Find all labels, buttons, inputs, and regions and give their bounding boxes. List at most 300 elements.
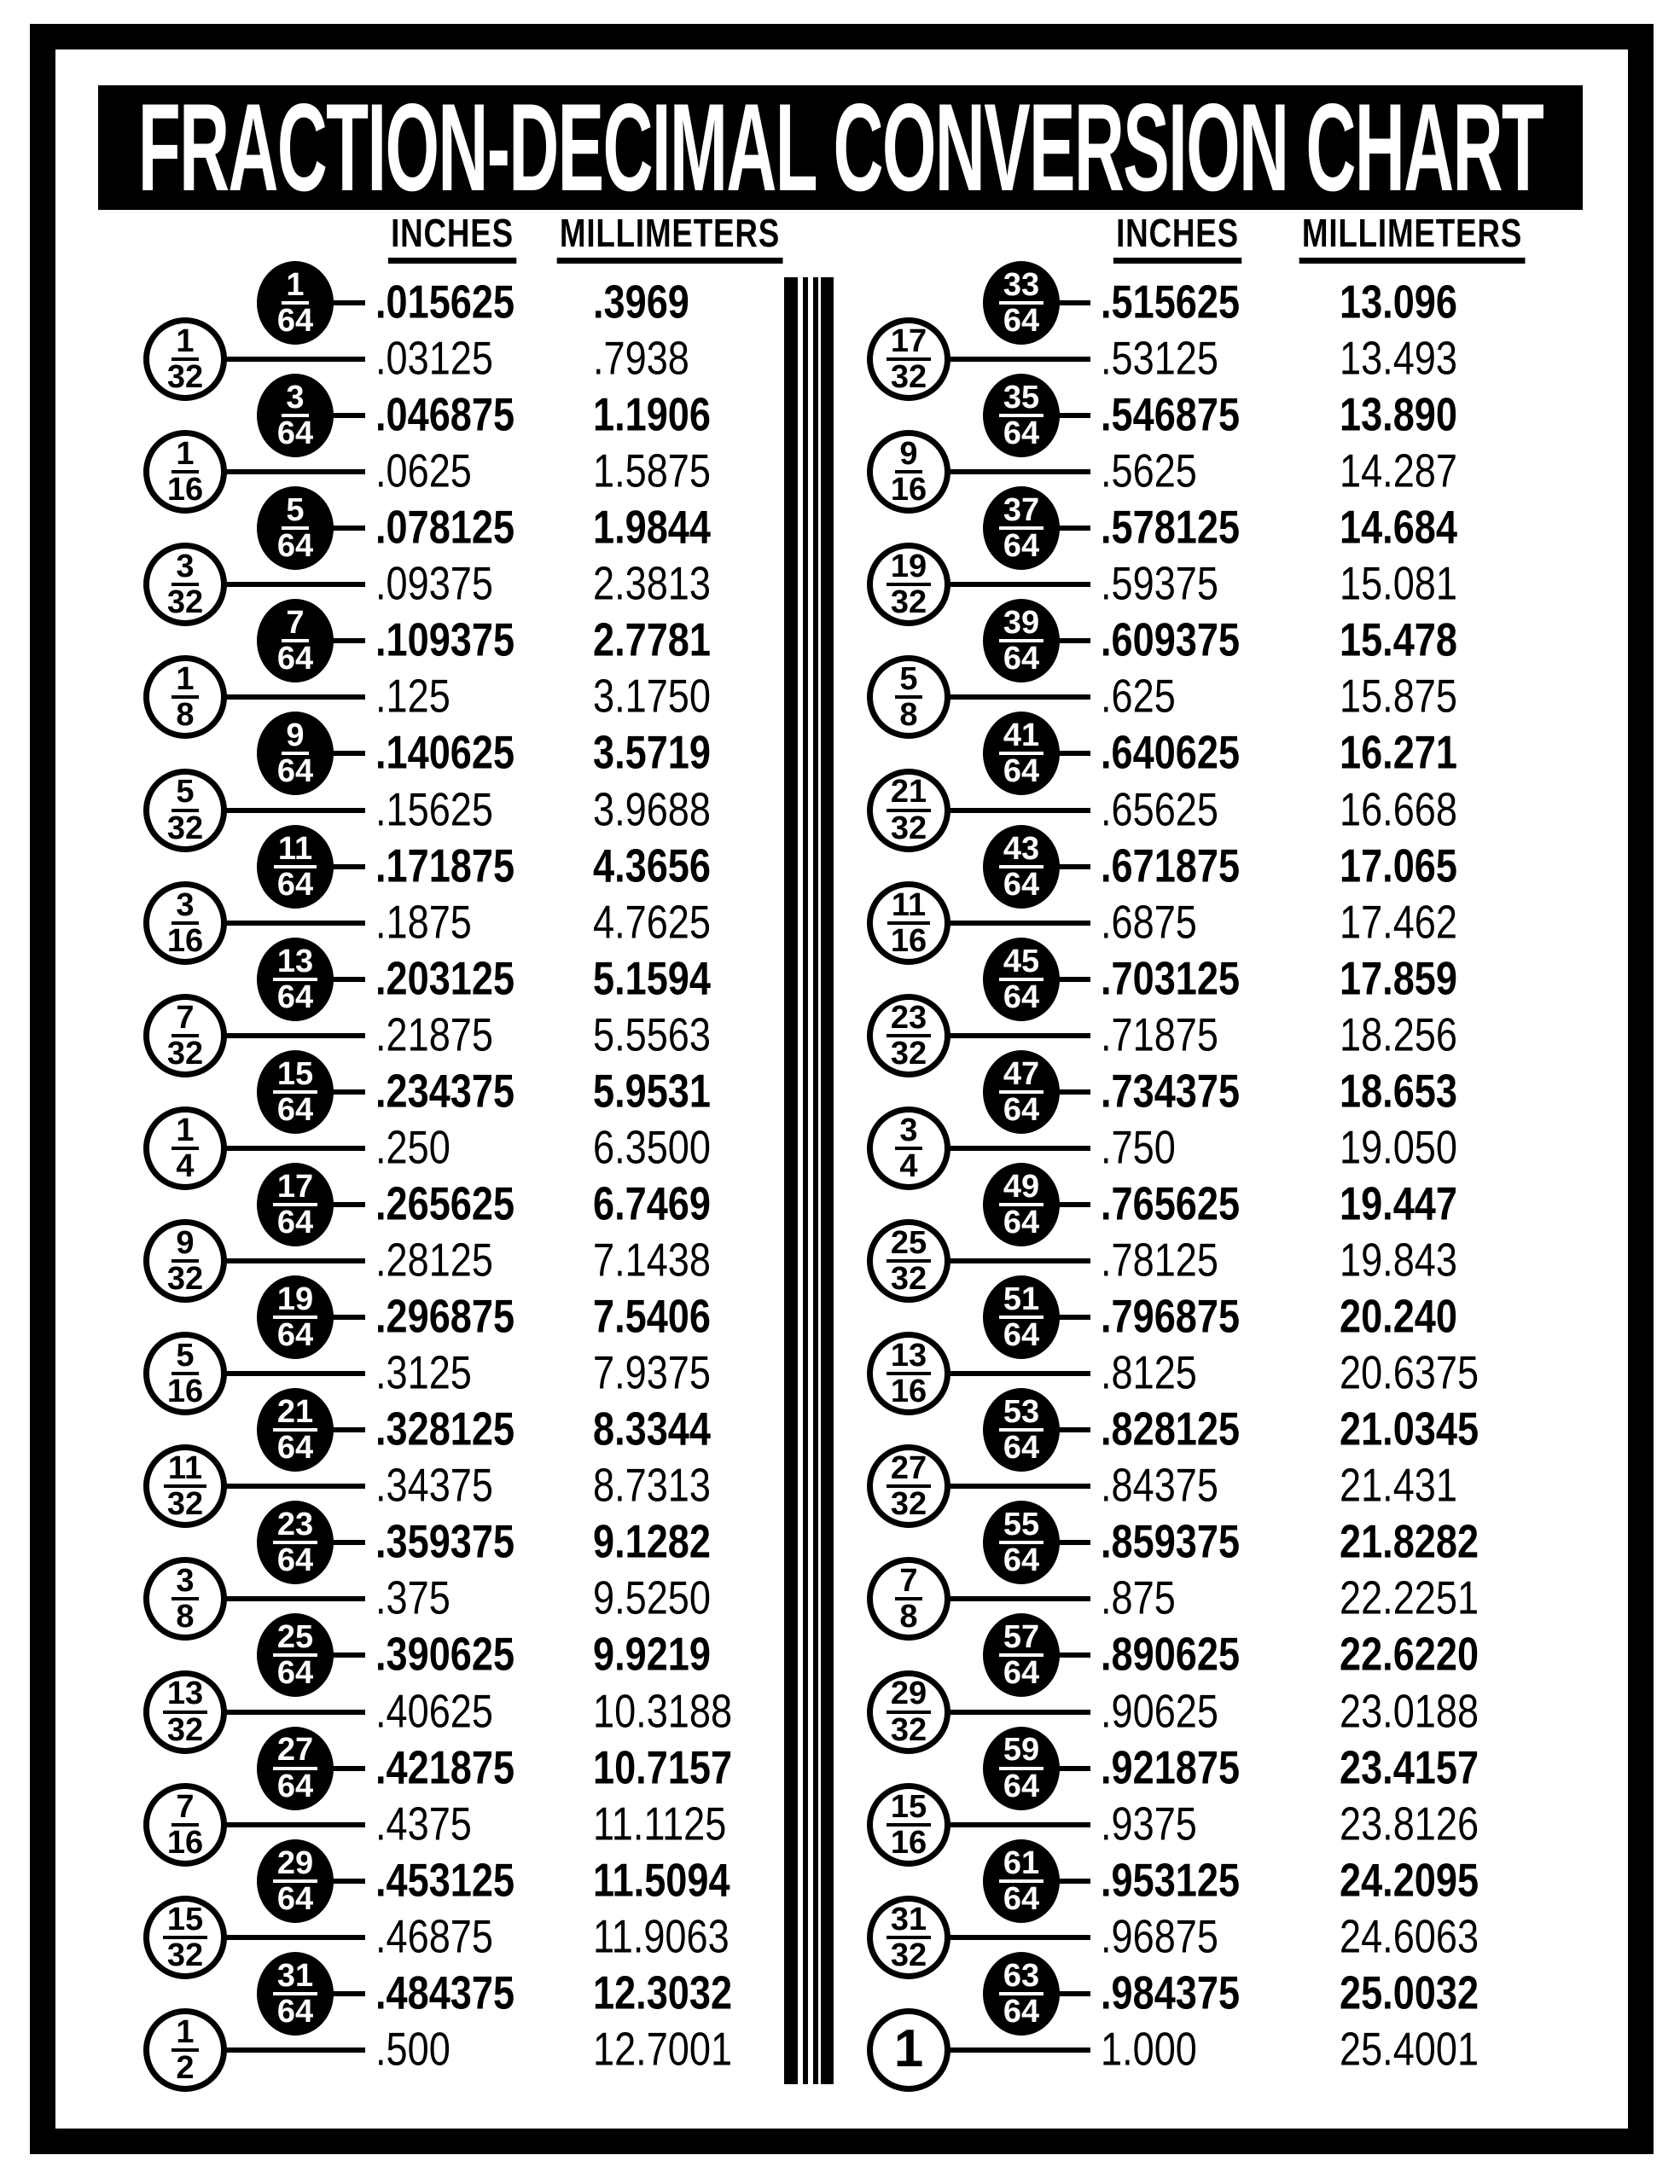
millimeters-value: 9.1282	[593, 1514, 711, 1568]
inches-value: .09375	[375, 556, 493, 610]
fraction-numerator: 1	[171, 664, 198, 699]
fraction-numerator: 17	[273, 1171, 317, 1206]
millimeters-value: 3.9688	[593, 781, 711, 835]
fraction-circle	[867, 1219, 950, 1303]
millimeters-value: 7.1438	[593, 1233, 711, 1287]
connector-line	[225, 469, 365, 474]
fraction-denominator: 64	[276, 866, 314, 903]
inches-value: .84375	[1101, 1458, 1218, 1512]
fraction-denominator: 64	[276, 528, 314, 565]
connector-line	[332, 751, 365, 756]
fraction-denominator: 32	[890, 1261, 927, 1298]
fraction-circle	[867, 655, 950, 739]
fraction-denominator: 64	[1003, 753, 1040, 790]
fraction-numerator: 11	[164, 1453, 206, 1488]
fraction-denominator: 2	[176, 2049, 195, 2086]
inches-value: .296875	[375, 1289, 515, 1343]
fraction-circle	[867, 317, 950, 401]
inches-value: .484375	[375, 1966, 515, 2019]
fraction-numerator: 1	[171, 326, 198, 361]
inches-value: .203125	[375, 951, 515, 1005]
millimeters-value: 19.050	[1340, 1120, 1457, 1174]
divider-bar-inner-right	[813, 277, 818, 2084]
millimeters-value: .3969	[593, 275, 689, 328]
inches-value: .78125	[1101, 1233, 1218, 1287]
connector-line	[1058, 638, 1090, 643]
fraction-circle	[143, 655, 227, 739]
fraction-circle	[257, 825, 334, 909]
fraction-numerator: 9	[895, 439, 921, 473]
fraction-denominator: 64	[276, 1317, 314, 1354]
page-title: FRACTION-DECIMAL CONVERSION CHART	[137, 78, 1543, 217]
fraction-numerator: 1	[171, 2017, 198, 2052]
millimeters-value: 12.7001	[593, 2022, 733, 2076]
fraction-denominator: 16	[166, 472, 204, 508]
fraction-circle	[143, 543, 227, 626]
connector-line	[332, 864, 365, 869]
connector-line	[332, 526, 365, 531]
connector-line	[949, 1258, 1090, 1263]
fraction-numerator: 7	[171, 1792, 198, 1827]
fraction-numerator: 55	[999, 1509, 1043, 1544]
inches-value: .453125	[375, 1853, 515, 1907]
inches-value: .578125	[1101, 500, 1241, 554]
connector-line	[225, 582, 365, 587]
fraction-circle	[867, 881, 950, 965]
connector-line	[332, 413, 365, 418]
inches-value: .71875	[1101, 1008, 1218, 1061]
fraction-numerator: 47	[999, 1059, 1043, 1094]
connector-line	[332, 1540, 365, 1545]
fraction-numerator: 5	[171, 1340, 198, 1375]
fraction-denominator: 32	[890, 1035, 927, 1072]
inches-value: .3125	[375, 1345, 472, 1399]
fraction-denominator: 32	[166, 1486, 204, 1523]
fraction-numerator: 25	[273, 1622, 317, 1657]
fraction-circle	[983, 1050, 1060, 1134]
millimeters-value: 19.843	[1340, 1233, 1457, 1287]
fraction-circle	[983, 712, 1060, 795]
inches-value: .546875	[1101, 387, 1241, 441]
connector-line	[225, 1484, 365, 1489]
fraction-denominator: 16	[890, 922, 927, 959]
fraction-circle	[867, 1332, 950, 1415]
fraction-denominator: 16	[890, 1374, 927, 1410]
fraction-circle	[143, 1896, 227, 1979]
fraction-numerator: 49	[999, 1171, 1043, 1206]
fraction-circle	[983, 1839, 1060, 1923]
fraction-circle	[867, 1896, 950, 1979]
divider-bar-inner-left	[803, 277, 808, 2084]
connector-line	[332, 1089, 365, 1095]
connector-line	[225, 921, 365, 926]
connector-line	[949, 921, 1090, 926]
fraction-denominator: 64	[1003, 1430, 1040, 1467]
fraction-numerator: 5	[895, 664, 921, 699]
millimeters-value: 22.6220	[1340, 1627, 1479, 1681]
fraction-denominator: 32	[166, 1261, 204, 1298]
fraction-numerator: 9	[282, 720, 308, 755]
fraction-numerator: 11	[274, 834, 317, 868]
fraction-denominator: 64	[1003, 866, 1040, 903]
fraction-denominator: 32	[890, 359, 927, 396]
fraction-denominator: 64	[1003, 979, 1040, 1015]
fraction-numerator: 61	[999, 1848, 1043, 1883]
fraction-denominator: 64	[1003, 1880, 1040, 1917]
inches-value: .46875	[375, 1909, 493, 1963]
connector-line	[332, 638, 365, 643]
fraction-circle	[257, 261, 334, 345]
millimeters-value: 8.3344	[593, 1402, 711, 1455]
fraction-numerator: 23	[273, 1509, 317, 1544]
connector-line	[1058, 526, 1090, 531]
fraction-numerator: 17	[887, 326, 931, 361]
inches-value: .4375	[375, 1797, 472, 1850]
millimeters-value: 19.447	[1340, 1176, 1457, 1230]
connector-line	[949, 2048, 1090, 2053]
connector-line	[225, 1371, 365, 1376]
fraction-denominator: 64	[1003, 1993, 1040, 2030]
fraction-numerator: 31	[273, 1960, 317, 1995]
fraction-denominator: 32	[890, 1711, 927, 1748]
connector-line	[1058, 1202, 1090, 1207]
connector-line	[225, 694, 365, 700]
fraction-numerator: 7	[282, 607, 308, 642]
inches-value: .765625	[1101, 1176, 1241, 1230]
connector-line	[949, 1371, 1090, 1376]
fraction-circle	[867, 2008, 950, 2092]
fraction-numerator: 1	[893, 2019, 924, 2079]
millimeters-value: 22.2251	[1340, 1571, 1479, 1624]
left-inches-header: INCHES	[388, 213, 516, 264]
inches-value: .859375	[1101, 1514, 1241, 1568]
millimeters-value: 25.4001	[1340, 2022, 1479, 2076]
fraction-numerator: 21	[273, 1397, 317, 1432]
connector-line	[1058, 1766, 1090, 1771]
millimeters-value: 21.8282	[1340, 1514, 1479, 1568]
connector-line	[225, 2048, 365, 2053]
fraction-numerator: 37	[999, 495, 1043, 530]
fraction-denominator: 32	[166, 1035, 204, 1072]
fraction-circle	[257, 374, 334, 457]
fraction-numerator: 15	[887, 1792, 931, 1827]
fraction-numerator: 15	[273, 1059, 317, 1094]
connector-line	[225, 1710, 365, 1715]
connector-line	[1058, 300, 1090, 305]
right-millimeters-header: MILLIMETERS	[1299, 213, 1526, 264]
divider-bar-outer-right	[821, 277, 834, 2084]
inches-value: .6875	[1101, 895, 1197, 949]
fraction-denominator: 32	[166, 1937, 204, 1973]
millimeters-value: 24.2095	[1340, 1853, 1479, 1907]
millimeters-value: 21.431	[1340, 1458, 1457, 1512]
fraction-denominator: 64	[276, 1091, 314, 1128]
fraction-denominator: 32	[890, 584, 927, 621]
fraction-circle	[257, 712, 334, 795]
fraction-circle	[143, 1219, 227, 1303]
millimeters-value: 7.9375	[593, 1345, 711, 1399]
fraction-circle	[983, 825, 1060, 909]
fraction-denominator: 64	[1003, 1204, 1040, 1240]
connector-line	[225, 808, 365, 813]
fraction-circle	[143, 1444, 227, 1528]
fraction-denominator: 8	[899, 697, 918, 734]
millimeters-value: 11.5094	[593, 1853, 730, 1907]
inches-value: .21875	[375, 1008, 493, 1061]
connector-line	[225, 357, 365, 362]
inches-value: .03125	[375, 331, 493, 385]
fraction-numerator: 15	[163, 1904, 207, 1939]
connector-line	[225, 1596, 365, 1601]
connector-line	[332, 1766, 365, 1771]
fraction-circle	[143, 1107, 227, 1190]
millimeters-value: 21.0345	[1340, 1402, 1479, 1455]
fraction-circle	[257, 1275, 334, 1359]
fraction-numerator: 3	[171, 1565, 198, 1600]
inches-value: .875	[1101, 1571, 1176, 1624]
connector-line	[949, 1484, 1090, 1489]
fraction-denominator: 64	[1003, 528, 1040, 565]
fraction-denominator: 64	[1003, 1542, 1040, 1579]
inches-value: .28125	[375, 1233, 493, 1287]
fraction-denominator: 4	[176, 1147, 195, 1184]
connector-line	[1058, 1427, 1090, 1432]
fraction-numerator: 19	[887, 551, 931, 586]
fraction-circle	[867, 1783, 950, 1867]
fraction-circle	[257, 1839, 334, 1923]
fraction-circle	[257, 1501, 334, 1584]
fraction-numerator: 29	[273, 1848, 317, 1883]
inches-value: .96875	[1101, 1909, 1218, 1963]
fraction-circle	[143, 881, 227, 965]
fraction-denominator: 32	[890, 1486, 927, 1523]
fraction-denominator: 64	[1003, 415, 1040, 452]
fraction-circle	[257, 1727, 334, 1810]
inches-value: .671875	[1101, 838, 1241, 892]
fraction-denominator: 64	[1003, 1768, 1040, 1804]
fraction-circle	[983, 374, 1060, 457]
inches-value: .90625	[1101, 1683, 1218, 1737]
millimeters-value: 20.6375	[1340, 1345, 1479, 1399]
fraction-circle	[983, 599, 1060, 682]
right-inches-header: INCHES	[1113, 213, 1241, 264]
inches-value: .125	[375, 669, 451, 723]
fraction-numerator: 3	[171, 890, 198, 925]
fraction-denominator: 64	[276, 1204, 314, 1240]
fraction-numerator: 9	[171, 1228, 198, 1263]
millimeters-value: 11.9063	[593, 1909, 730, 1963]
fraction-circle	[983, 261, 1060, 345]
fraction-circle	[257, 1050, 334, 1134]
connector-line	[1058, 864, 1090, 869]
millimeters-value: 14.287	[1340, 444, 1457, 497]
millimeters-value: 17.065	[1340, 838, 1457, 892]
connector-line	[332, 977, 365, 982]
inches-value: .890625	[1101, 1627, 1241, 1681]
millimeters-value: 1.1906	[593, 387, 711, 441]
connector-line	[1058, 1991, 1090, 1996]
fraction-denominator: 4	[899, 1147, 918, 1184]
inches-value: .109375	[375, 613, 515, 666]
inches-value: .140625	[375, 725, 515, 779]
inches-value: .34375	[375, 1458, 493, 1512]
fraction-denominator: 64	[276, 303, 314, 339]
fraction-denominator: 32	[890, 1937, 927, 1973]
inches-value: 1.000	[1101, 2022, 1197, 2076]
inches-value: .421875	[375, 1740, 515, 1793]
connector-line	[225, 1822, 365, 1827]
inches-value: .40625	[375, 1683, 493, 1737]
inches-value: .703125	[1101, 951, 1241, 1005]
millimeters-value: 5.1594	[593, 951, 711, 1005]
fraction-circle	[257, 1952, 334, 2036]
fraction-circle	[867, 1107, 950, 1190]
millimeters-value: 14.684	[1340, 500, 1457, 554]
millimeters-value: 17.462	[1340, 895, 1457, 949]
fraction-denominator: 64	[1003, 1655, 1040, 1692]
millimeters-value: 23.0188	[1340, 1683, 1479, 1737]
millimeters-value: 10.3188	[593, 1683, 733, 1737]
inches-value: .59375	[1101, 556, 1218, 610]
millimeters-value: 12.3032	[593, 1966, 733, 2019]
fraction-denominator: 64	[276, 979, 314, 1015]
connector-line	[1058, 1089, 1090, 1095]
fraction-circle	[143, 317, 227, 401]
millimeters-value: 2.3813	[593, 556, 711, 610]
fraction-numerator: 3	[895, 1115, 921, 1150]
fraction-circle	[867, 1444, 950, 1528]
fraction-numerator: 43	[999, 834, 1043, 868]
inches-value: .1875	[375, 895, 472, 949]
millimeters-value: 13.493	[1340, 331, 1457, 385]
fraction-circle	[257, 1388, 334, 1472]
fraction-circle	[257, 599, 334, 682]
fraction-circle	[143, 1332, 227, 1415]
fraction-numerator: 13	[273, 946, 317, 981]
millimeters-value: 9.5250	[593, 1571, 711, 1624]
inches-value: .8125	[1101, 1345, 1197, 1399]
fraction-denominator: 64	[276, 753, 314, 790]
millimeters-value: 23.8126	[1340, 1797, 1479, 1850]
inches-value: .328125	[375, 1402, 515, 1455]
fraction-circle	[867, 1557, 950, 1641]
fraction-numerator: 1	[171, 1115, 198, 1150]
millimeters-value: 24.6063	[1340, 1909, 1479, 1963]
inches-value: .359375	[375, 1514, 515, 1568]
fraction-numerator: 11	[887, 890, 930, 925]
fraction-denominator: 16	[890, 472, 927, 508]
millimeters-value: 5.9531	[593, 1064, 711, 1118]
inches-value: .15625	[375, 781, 493, 835]
millimeters-value: 25.0032	[1340, 1966, 1479, 2019]
inches-value: .515625	[1101, 275, 1241, 328]
fraction-denominator: 32	[166, 359, 204, 396]
inches-value: .53125	[1101, 331, 1218, 385]
fraction-numerator: 45	[999, 946, 1043, 981]
inches-value: .250	[375, 1120, 451, 1174]
fraction-circle	[867, 543, 950, 626]
millimeters-value: 18.256	[1340, 1008, 1457, 1061]
inches-value: .609375	[1101, 613, 1241, 666]
fraction-numerator: 1	[171, 439, 198, 473]
millimeters-value: 13.096	[1340, 275, 1457, 328]
inches-value: .9375	[1101, 1797, 1197, 1850]
fraction-numerator: 3	[171, 551, 198, 586]
fraction-denominator: 64	[276, 415, 314, 452]
millimeters-value: 17.859	[1340, 951, 1457, 1005]
fraction-circle	[983, 1952, 1060, 2036]
connector-line	[1058, 413, 1090, 418]
fraction-numerator: 31	[887, 1904, 931, 1939]
fraction-circle	[983, 1275, 1060, 1359]
millimeters-value: 6.7469	[593, 1176, 711, 1230]
inches-value: .921875	[1101, 1740, 1241, 1793]
connector-line	[949, 469, 1090, 474]
fraction-numerator: 63	[999, 1960, 1043, 1995]
millimeters-value: 15.081	[1340, 556, 1457, 610]
inches-value: .015625	[375, 275, 515, 328]
inches-value: .734375	[1101, 1064, 1241, 1118]
fraction-numerator: 7	[171, 1002, 198, 1037]
connector-line	[332, 1427, 365, 1432]
connector-line	[332, 1315, 365, 1320]
inches-value: .078125	[375, 500, 515, 554]
millimeters-value: 13.890	[1340, 387, 1457, 441]
millimeters-value: .7938	[593, 331, 689, 385]
millimeters-value: 2.7781	[593, 613, 711, 666]
inches-value: .0625	[375, 444, 472, 497]
inches-value: .390625	[375, 1627, 515, 1681]
connector-line	[332, 1653, 365, 1658]
connector-line	[949, 1146, 1090, 1151]
millimeters-value: 4.7625	[593, 895, 711, 949]
millimeters-value: 15.875	[1340, 669, 1457, 723]
fraction-numerator: 39	[999, 607, 1043, 642]
fraction-numerator: 59	[999, 1734, 1043, 1769]
fraction-numerator: 41	[999, 720, 1043, 755]
inches-value: .046875	[375, 387, 515, 441]
connector-line	[225, 1935, 365, 1940]
fraction-numerator: 27	[273, 1734, 317, 1769]
fraction-circle	[867, 994, 950, 1077]
connector-line	[949, 808, 1090, 813]
fraction-denominator: 8	[176, 1599, 195, 1635]
connector-line	[949, 1033, 1090, 1038]
fraction-circle	[143, 769, 227, 852]
fraction-numerator: 29	[887, 1678, 931, 1713]
connector-line	[1058, 977, 1090, 982]
fraction-numerator: 27	[887, 1453, 931, 1488]
inches-value: .65625	[1101, 781, 1218, 835]
millimeters-value: 10.7157	[593, 1740, 733, 1793]
inches-value: .5625	[1101, 444, 1197, 497]
fraction-circle	[983, 938, 1060, 1021]
fraction-circle	[983, 1727, 1060, 1810]
fraction-numerator: 35	[999, 382, 1043, 417]
fraction-numerator: 25	[887, 1228, 931, 1263]
connector-line	[332, 300, 365, 305]
connector-line	[332, 1879, 365, 1884]
divider-bar-outer-left	[784, 277, 798, 2084]
fraction-numerator: 7	[895, 1565, 921, 1600]
fraction-denominator: 8	[176, 697, 195, 734]
fraction-denominator: 64	[1003, 1317, 1040, 1354]
connector-line	[949, 582, 1090, 587]
fraction-denominator: 16	[890, 1824, 927, 1861]
fraction-denominator: 64	[276, 641, 314, 677]
fraction-circle	[867, 1670, 950, 1754]
connector-line	[949, 1935, 1090, 1940]
